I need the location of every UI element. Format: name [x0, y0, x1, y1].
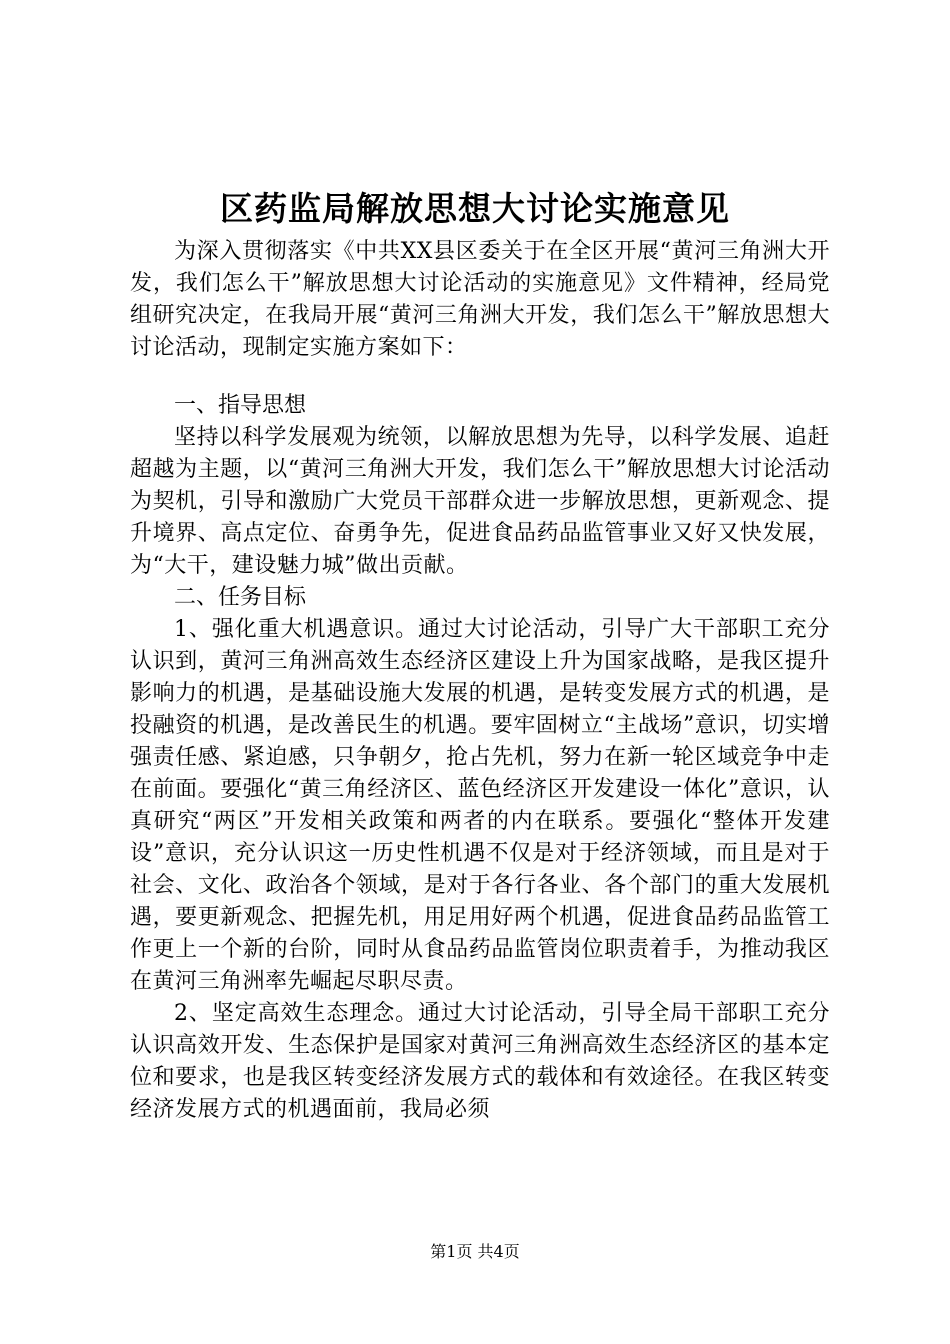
section1-paragraph: 坚持以科学发展观为统领，以解放思想为先导，以科学发展、追赶超越为主题，以“黄河三角洲大开发，我们怎么干”解放思想大讨论活动为契机，引导和激励广大党员干部群众进一步解放思想，更新观念、提升境界、高点定位、奋勇争先，促进食品药品监管事业又好又快发展，为“大干，建设魅力城”做出贡献。: [130, 425, 830, 578]
section2-heading: 二、任务目标: [174, 585, 307, 610]
document-body: [130, 236, 830, 1126]
intro-paragraph: 为深入贯彻落实《中共XX县区委关于在全区开展“黄河三角洲大开发，我们怎么干”解放思想大讨论活动的实施意见》文件精神，经局党组研究决定，在我局开展“黄河三角洲大开发，我们怎么干”解放思想大讨论活动，现制定实施方案如下：: [130, 239, 830, 360]
section1-heading: 一、指导思想: [174, 393, 307, 418]
item2-paragraph: 2、坚定高效生态理念。通过大讨论活动，引导全局干部职工充分认识高效开发、生态保护是国家对黄河三角洲高效生态经济区的基本定位和要求，也是我区转变经济发展方式的载体和有效途径。在我区转变经济发展方式的机遇面前，我局必须: [130, 1001, 830, 1122]
document-title: 区药监局解放思想大讨论实施意见: [220, 189, 730, 228]
item1-paragraph: 1、强化重大机遇意识。通过大讨论活动，引导广大干部职工充分认识到，黄河三角洲高效生态经济区建设上升为国家战略，是我区提升影响力的机遇，是基础设施大发展的机遇，是转变发展方式的机遇，是投融资的机遇，是改善民生的机遇。要牢固树立“主战场”意识，切实增强责任感、紧迫感，只争朝夕，抢占先机，努力在新一轮区域竞争中走在前面。要强化“黄三角经济区、蓝色经济区开发建设一体化”意识，认真研究“两区”开发相关政策和两者的内在联系。要强化“整体开发建设”意识，充分认识这一历史性机遇不仅是对于经济领域，而且是对于社会、文化、政治各个领域，是对于各行各业、各个部门的重大发展机遇，要更新观念、把握先机，用足用好两个机遇，促进食品药品监管工作更上一个新的台阶，同时从食品药品监管岗位职责着手，为推动我区在黄河三角洲率先崛起尽职尽责。: [130, 617, 830, 994]
page-footer: 第1页 共4页: [430, 1242, 520, 1261]
